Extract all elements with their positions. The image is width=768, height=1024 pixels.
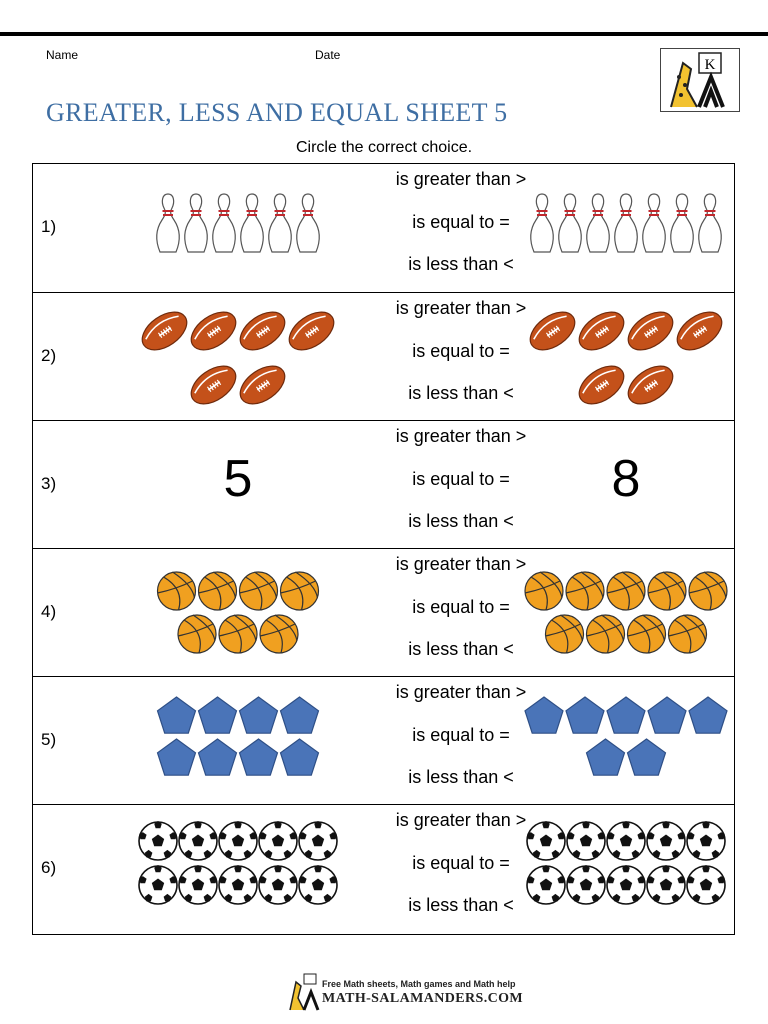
left-footballs: [133, 293, 343, 421]
basketball-icon: [260, 615, 298, 653]
page-title: GREATER, LESS AND EQUAL SHEET 5: [46, 98, 508, 127]
football-icon: [135, 304, 193, 357]
choice-greater[interactable]: is greater than >: [395, 298, 527, 318]
choice-equal[interactable]: is equal to =: [412, 469, 510, 489]
basketball-icon: [525, 572, 563, 610]
choice-less[interactable]: is less than <: [408, 895, 514, 915]
soccer-ball-icon: [179, 821, 217, 860]
left-bowling-pins: [133, 164, 343, 292]
pentagon-icon: [281, 739, 319, 775]
bowling-pin-icon: [643, 194, 665, 252]
pentagon-icon: [240, 739, 278, 775]
football-icon: [621, 304, 679, 357]
bowling-pin-icon: [297, 194, 319, 252]
choice-less[interactable]: is less than <: [408, 511, 514, 531]
row-number: 3): [41, 474, 57, 493]
basketball-icon: [219, 615, 257, 653]
pentagon-icon: [628, 739, 666, 775]
instruction-text: Circle the correct choice.: [295, 139, 473, 156]
bowling-pin-icon: [615, 194, 637, 252]
soccer-ball-icon: [687, 865, 725, 904]
soccer-ball-icon: [299, 865, 337, 904]
soccer-ball-icon: [259, 821, 297, 860]
basketball-icon: [648, 572, 686, 610]
footer-salamander-icon: [286, 972, 320, 1012]
question-row-5: [33, 676, 734, 805]
bowling-pin-icon: [241, 194, 263, 252]
choice-greater[interactable]: is greater than >: [395, 554, 527, 574]
left-pentagons: [133, 677, 343, 805]
pentagon-icon: [199, 739, 237, 775]
bowling-pin-icon: [269, 194, 291, 252]
soccer-ball-icon: [179, 865, 217, 904]
question-row-1: [33, 164, 734, 292]
choice-equal[interactable]: is equal to =: [412, 341, 510, 361]
basketball-icon: [587, 615, 625, 653]
pentagon-icon: [607, 697, 645, 733]
football-icon: [670, 304, 728, 357]
right-bowling-pins: [521, 164, 731, 292]
right-number: 8: [611, 450, 641, 508]
soccer-ball-icon: [647, 821, 685, 860]
choice-equal[interactable]: is equal to =: [412, 212, 510, 232]
soccer-ball-icon: [219, 865, 257, 904]
soccer-ball-icon: [687, 821, 725, 860]
football-icon: [184, 304, 242, 357]
row-number: 5): [41, 730, 57, 749]
comparison-grid: [32, 163, 735, 935]
row-number: 2): [41, 346, 57, 365]
choice-equal[interactable]: is equal to =: [412, 725, 510, 745]
date-label: Date: [315, 48, 341, 62]
soccer-ball-icon: [259, 865, 297, 904]
choice-less[interactable]: is less than <: [408, 383, 514, 403]
choice-greater[interactable]: is greater than >: [395, 169, 527, 189]
choice-less[interactable]: is less than <: [408, 639, 514, 659]
logo-letter: K: [704, 57, 716, 73]
basketball-icon: [669, 615, 707, 653]
row-number: 6): [41, 858, 57, 877]
footer-site-link[interactable]: MATH-SALAMANDERS.COM: [322, 991, 524, 1006]
basketball-icon: [566, 572, 604, 610]
football-icon: [523, 304, 581, 357]
basketball-icon: [628, 615, 666, 653]
football-icon: [572, 358, 630, 411]
name-label: Name: [46, 48, 79, 62]
question-row-4: [33, 548, 734, 677]
soccer-ball-icon: [567, 821, 605, 860]
choice-greater[interactable]: is greater than >: [395, 426, 527, 446]
footer-tagline: Free Math sheets, Math games and Math help: [322, 979, 516, 989]
left-basketballs: [133, 549, 343, 677]
pentagon-icon: [158, 739, 196, 775]
pentagon-icon: [566, 697, 604, 733]
choice-greater[interactable]: is greater than >: [395, 682, 527, 702]
row-number: 4): [41, 602, 57, 621]
basketball-icon: [546, 615, 584, 653]
soccer-ball-icon: [139, 821, 177, 860]
basketball-icon: [240, 572, 278, 610]
bowling-pin-icon: [671, 194, 693, 252]
bowling-pin-icon: [587, 194, 609, 252]
bowling-pin-icon: [699, 194, 721, 252]
bowling-pin-icon: [559, 194, 581, 252]
football-icon: [282, 304, 340, 357]
question-row-6: [33, 804, 734, 933]
soccer-ball-icon: [567, 865, 605, 904]
pentagon-icon: [158, 697, 196, 733]
pentagon-icon: [281, 697, 319, 733]
soccer-ball-icon: [219, 821, 257, 860]
right-soccer-balls: [521, 805, 731, 933]
choice-less[interactable]: is less than <: [408, 254, 514, 274]
soccer-ball-icon: [607, 865, 645, 904]
soccer-ball-icon: [299, 821, 337, 860]
basketball-icon: [199, 572, 237, 610]
row-number: 1): [41, 217, 57, 236]
football-icon: [184, 358, 242, 411]
left-number: 5: [223, 450, 253, 508]
soccer-ball-icon: [139, 865, 177, 904]
basketball-icon: [607, 572, 645, 610]
soccer-ball-icon: [527, 865, 565, 904]
football-icon: [621, 358, 679, 411]
salamander-logo-icon: [660, 48, 740, 112]
soccer-ball-icon: [527, 821, 565, 860]
basketball-icon: [178, 615, 216, 653]
bowling-pin-icon: [531, 194, 553, 252]
choice-equal[interactable]: is equal to =: [412, 853, 510, 873]
pentagon-icon: [525, 697, 563, 733]
question-row-2: [33, 292, 734, 421]
basketball-icon: [281, 572, 319, 610]
football-icon: [233, 304, 291, 357]
football-icon: [572, 304, 630, 357]
basketball-icon: [689, 572, 727, 610]
bowling-pin-icon: [213, 194, 235, 252]
bowling-pin-icon: [185, 194, 207, 252]
left-soccer-balls: [133, 805, 343, 933]
soccer-ball-icon: [647, 865, 685, 904]
pentagon-icon: [240, 697, 278, 733]
pentagon-icon: [689, 697, 727, 733]
pentagon-icon: [587, 739, 625, 775]
pentagon-icon: [199, 697, 237, 733]
choice-equal[interactable]: is equal to =: [412, 597, 510, 617]
soccer-ball-icon: [607, 821, 645, 860]
right-basketballs: [521, 549, 731, 677]
top-rule: [0, 32, 768, 36]
pentagon-icon: [648, 697, 686, 733]
right-footballs: [521, 293, 731, 421]
right-pentagons: [521, 677, 731, 805]
bowling-pin-icon: [157, 194, 179, 252]
question-row-3: [33, 420, 734, 549]
basketball-icon: [158, 572, 196, 610]
football-icon: [233, 358, 291, 411]
choice-greater[interactable]: is greater than >: [395, 810, 527, 830]
choice-less[interactable]: is less than <: [408, 767, 514, 787]
